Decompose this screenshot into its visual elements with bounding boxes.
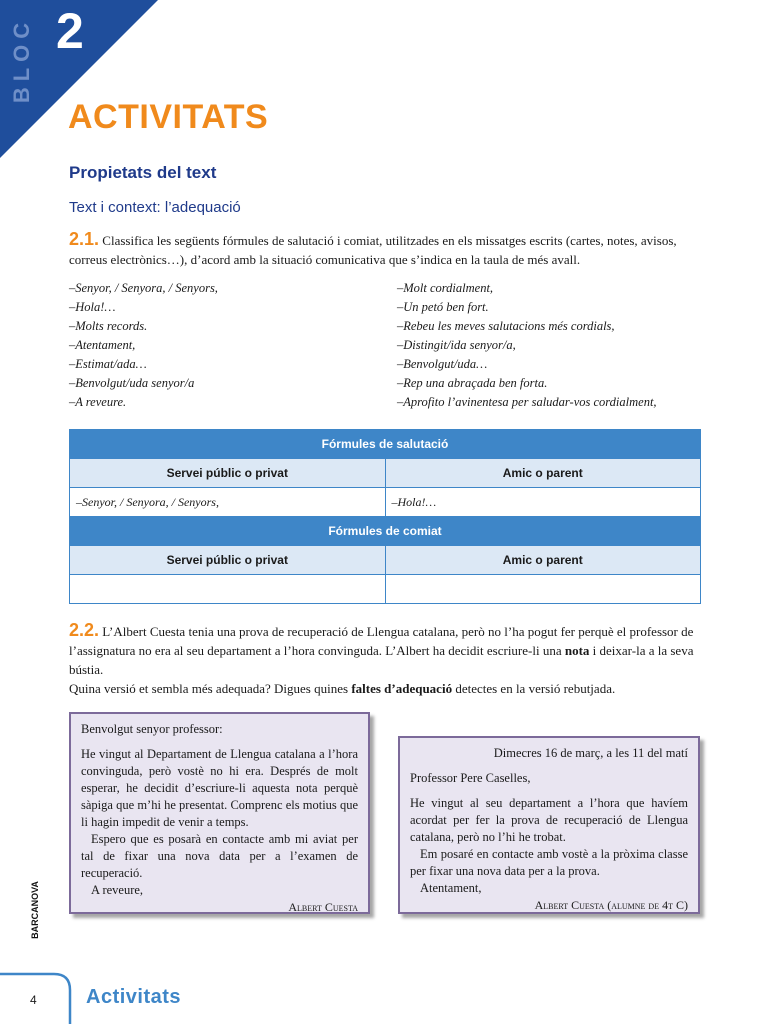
letter-signature: Albert Cuesta <box>288 900 358 914</box>
farewell-public-cell[interactable] <box>70 575 386 604</box>
activity-2-2-text: i deixar-la a la seva bústia. <box>69 643 694 677</box>
formula-item: –Distingit/ida senyor/a, <box>397 338 516 352</box>
letter-closing: Atentament, <box>420 881 482 895</box>
subsection-heading: Text i context: l’adequació <box>69 199 241 216</box>
activity-2-1-text: Classifica les següents fórmules de salutació i comiat, utilitzades en els missatges escrits (cartes, notes, avisos, correus electrònics…), d’acord amb la situació comunicativa que s’indica en la taula de més avall. <box>69 233 677 267</box>
formula-item: –Atentament, <box>69 338 136 352</box>
formula-item: –Benvolgut/uda senyor/a <box>69 376 195 390</box>
letter-body: He vingut al Departament de Llengua catalana a l’hora convinguda, però vostè no hi era. Després de molt esperar, he decidit d’escriure-li aquesta nota perquè sàpiga que m’hi he presentat. Comprenc els motius que li hagin impedit de venir a temps. <box>81 747 358 829</box>
formula-item: –Rebeu les meves salutacions més cordials, <box>397 319 615 333</box>
letter-greeting: Professor Pere Caselles, <box>410 771 531 785</box>
activity-2-2-number: 2.2. <box>69 620 100 640</box>
formula-item: –Molts records. <box>69 319 148 333</box>
formula-item: –Un petó ben fort. <box>397 300 489 314</box>
letter-date: Dimecres 16 de març, a les 11 del matí <box>493 746 688 760</box>
formula-item: –Estimat/ada… <box>69 357 147 371</box>
formula-item: –Aprofito l’avinentesa per saludar-vos cordialment, <box>397 395 657 409</box>
activity-2-2-instructions <box>69 621 701 698</box>
publisher-logo: BARCANOVA <box>30 881 40 939</box>
bloc-label: BLOC <box>9 16 35 104</box>
letter-body: He vingut al seu departament a l’hora que havíem acordat per fer la prova de recuperació de Llengua catalana, però no l’hi he trobat. <box>410 796 688 844</box>
formulas-list-left <box>69 279 218 412</box>
formula-item: –Senyor, / Senyora, / Senyors, <box>69 281 218 295</box>
letter-body: Espero que es posarà en contacte amb mi aviat per tal de fixar una nova data per a l’examen de recuperació. <box>81 832 358 880</box>
letter-signature: Albert Cuesta (alumne de 4t C) <box>534 898 688 912</box>
formulas-list-right <box>397 279 657 412</box>
formula-item: –A reveure. <box>69 395 127 409</box>
footer-title: Activitats <box>86 986 182 1008</box>
letter-version-b <box>398 736 700 914</box>
letter-version-a <box>69 712 370 914</box>
formula-item: –Hola!… <box>69 300 116 314</box>
activity-2-2-bold-term: faltes d’adequació <box>351 681 453 696</box>
page-number: 4 <box>30 993 37 1007</box>
farewell-friend-cell[interactable] <box>385 575 701 604</box>
farewell-table-title: Fórmules de comiat <box>70 517 701 546</box>
letter-closing: A reveure, <box>91 883 144 897</box>
page-title: ACTIVITATS <box>68 98 269 136</box>
formula-item: –Rep una abraçada ben forta. <box>397 376 548 390</box>
letter-greeting: Benvolgut senyor professor: <box>81 722 223 736</box>
column-header-public: Servei públic o privat <box>70 459 386 488</box>
activity-2-1-number: 2.1. <box>69 229 100 249</box>
activity-2-1-instructions <box>69 230 701 269</box>
column-header-friend: Amic o parent <box>385 546 701 575</box>
activity-2-2-question: detectes en la versió rebutjada. <box>455 681 616 696</box>
greeting-public-cell[interactable]: –Senyor, / Senyora, / Senyors, <box>70 488 386 517</box>
activity-2-2-question: Quina versió et sembla més adequada? Digues quines <box>69 681 349 696</box>
greeting-friend-cell[interactable]: –Hola!… <box>385 488 701 517</box>
activity-2-2-bold-term: nota <box>564 643 590 658</box>
activity-2-2-text: L’Albert Cuesta tenia una prova de recuperació de Llengua catalana, però no l’ha pogut fer perquè el professor de l’assignatura no era al seu departament a l’hora convinguda. L’Albert ha decidit escriure-li una <box>69 624 694 658</box>
classification-table <box>69 429 701 604</box>
section-heading: Propietats del text <box>69 163 217 182</box>
letter-body: Em posaré en contacte amb vostè a la pròxima classe per fixar una nova data per a la prova. <box>410 847 688 878</box>
bloc-number: 2 <box>56 3 84 59</box>
greetings-table-title: Fórmules de salutació <box>70 430 701 459</box>
formula-item: –Molt cordialment, <box>397 281 494 295</box>
column-header-public: Servei públic o privat <box>70 546 386 575</box>
column-header-friend: Amic o parent <box>385 459 701 488</box>
formula-item: –Benvolgut/uda… <box>397 357 488 371</box>
